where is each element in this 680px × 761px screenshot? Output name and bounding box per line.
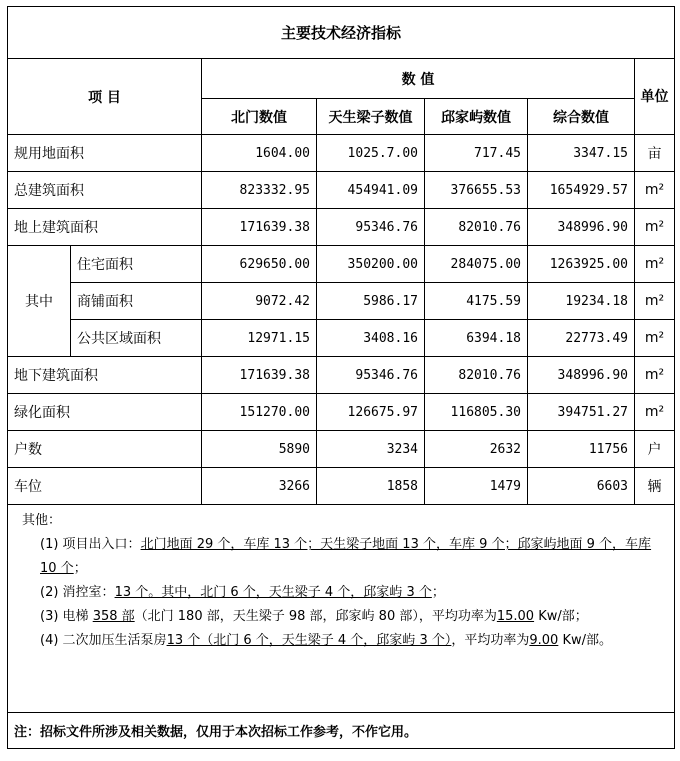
footnote: 注：招标文件所涉及相关数据，仅用于本次招标工作参考，不作它用。 bbox=[8, 713, 675, 749]
cell-value: 823332.95 bbox=[202, 172, 317, 209]
row-label: 户数 bbox=[8, 431, 202, 468]
table-row bbox=[8, 320, 675, 357]
cell-value: 82010.76 bbox=[425, 209, 528, 246]
cell-value: 348996.90 bbox=[528, 209, 635, 246]
cell-value: 3408.16 bbox=[317, 320, 425, 357]
cell-value: 9072.42 bbox=[202, 283, 317, 320]
table-row bbox=[8, 246, 675, 283]
col-header-tianshengliangzi: 天生梁子数值 bbox=[317, 99, 425, 135]
cell-value: 3266 bbox=[202, 468, 317, 505]
row-label: 住宅面积 bbox=[71, 246, 202, 283]
cell-value: 151270.00 bbox=[202, 394, 317, 431]
col-header-total: 综合数值 bbox=[528, 99, 635, 135]
table-row bbox=[8, 172, 675, 209]
cell-unit: m² bbox=[635, 246, 675, 283]
table-row bbox=[8, 431, 675, 468]
table-row bbox=[8, 283, 675, 320]
cell-value: 11756 bbox=[528, 431, 635, 468]
cell-value: 5890 bbox=[202, 431, 317, 468]
group-label: 其中 bbox=[8, 246, 71, 357]
cell-value: 116805.30 bbox=[425, 394, 528, 431]
cell-value: 1025.7.00 bbox=[317, 135, 425, 172]
note-entrances: (1) 项目出入口：北门地面 29 个，车库 13 个；天生梁子地面 13 个，车库 9 个；邱家屿地面 9 个，车库 10 个； bbox=[40, 537, 652, 576]
note-elevators: (3) 电梯 358 部（北门 180 部，天生梁子 98 部，邱家屿 80 部），平均功率为15.00 Kw/部； bbox=[40, 609, 588, 624]
cell-value: 1263925.00 bbox=[528, 246, 635, 283]
row-label: 总建筑面积 bbox=[8, 172, 202, 209]
item-header: 项 目 bbox=[8, 59, 202, 135]
cell-value: 1858 bbox=[317, 468, 425, 505]
row-label: 车位 bbox=[8, 468, 202, 505]
row-label: 地上建筑面积 bbox=[8, 209, 202, 246]
cell-unit: m² bbox=[635, 283, 675, 320]
table-row bbox=[8, 135, 675, 172]
cell-value: 6603 bbox=[528, 468, 635, 505]
row-label: 绿化面积 bbox=[8, 394, 202, 431]
indicator-table bbox=[7, 6, 675, 749]
cell-unit: 辆 bbox=[635, 468, 675, 505]
cell-unit: m² bbox=[635, 172, 675, 209]
table-row bbox=[8, 357, 675, 394]
row-label: 地下建筑面积 bbox=[8, 357, 202, 394]
note-pump-rooms: (4) 二次加压生活泵房13 个（北门 6 个，天生梁子 4 个，邱家屿 3 个），平均功率为9.00 Kw/部。 bbox=[40, 633, 613, 648]
cell-value: 2632 bbox=[425, 431, 528, 468]
col-header-beimen: 北门数值 bbox=[202, 99, 317, 135]
cell-value: 4175.59 bbox=[425, 283, 528, 320]
cell-unit: m² bbox=[635, 320, 675, 357]
notes-heading: 其他： bbox=[22, 513, 62, 528]
table-row bbox=[8, 394, 675, 431]
cell-value: 19234.18 bbox=[528, 283, 635, 320]
note-fire-control: (2) 消控室：13 个。其中，北门 6 个，天生梁子 4 个，邱家屿 3 个； bbox=[40, 585, 445, 600]
cell-unit: 亩 bbox=[635, 135, 675, 172]
cell-value: 376655.53 bbox=[425, 172, 528, 209]
cell-value: 629650.00 bbox=[202, 246, 317, 283]
cell-value: 3234 bbox=[317, 431, 425, 468]
cell-value: 126675.97 bbox=[317, 394, 425, 431]
table-title: 主要技术经济指标 bbox=[8, 7, 675, 59]
cell-value: 22773.49 bbox=[528, 320, 635, 357]
cell-unit: 户 bbox=[635, 431, 675, 468]
cell-value: 95346.76 bbox=[317, 357, 425, 394]
values-header: 数 值 bbox=[202, 59, 635, 99]
row-label: 规用地面积 bbox=[8, 135, 202, 172]
cell-unit: m² bbox=[635, 209, 675, 246]
cell-value: 284075.00 bbox=[425, 246, 528, 283]
cell-value: 5986.17 bbox=[317, 283, 425, 320]
cell-value: 3347.15 bbox=[528, 135, 635, 172]
cell-value: 1604.00 bbox=[202, 135, 317, 172]
cell-value: 454941.09 bbox=[317, 172, 425, 209]
unit-header: 单位 bbox=[635, 59, 675, 135]
notes-section bbox=[8, 505, 675, 713]
row-label: 公共区域面积 bbox=[71, 320, 202, 357]
cell-value: 394751.27 bbox=[528, 394, 635, 431]
cell-value: 6394.18 bbox=[425, 320, 528, 357]
cell-value: 717.45 bbox=[425, 135, 528, 172]
row-label: 商铺面积 bbox=[71, 283, 202, 320]
cell-value: 95346.76 bbox=[317, 209, 425, 246]
cell-value: 82010.76 bbox=[425, 357, 528, 394]
cell-value: 171639.38 bbox=[202, 357, 317, 394]
cell-value: 1479 bbox=[425, 468, 528, 505]
cell-value: 1654929.57 bbox=[528, 172, 635, 209]
cell-unit: m² bbox=[635, 357, 675, 394]
cell-value: 171639.38 bbox=[202, 209, 317, 246]
table-row bbox=[8, 468, 675, 505]
table-row bbox=[8, 209, 675, 246]
cell-value: 350200.00 bbox=[317, 246, 425, 283]
cell-unit: m² bbox=[635, 394, 675, 431]
cell-value: 12971.15 bbox=[202, 320, 317, 357]
cell-value: 348996.90 bbox=[528, 357, 635, 394]
col-header-qiujiayu: 邱家屿数值 bbox=[425, 99, 528, 135]
